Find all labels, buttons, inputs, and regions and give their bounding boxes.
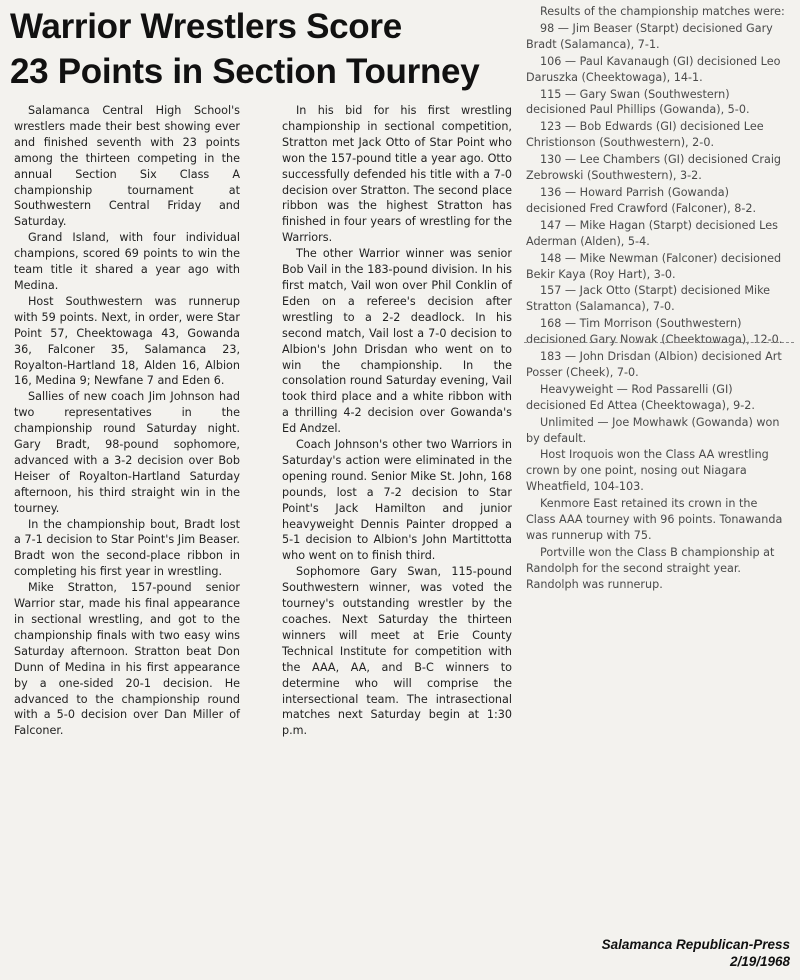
divider xyxy=(524,342,794,343)
result-item: 115 — Gary Swan (Southwestern) decisioned Paul Phillips (Gowanda), 5-0. xyxy=(526,87,750,117)
result-item: 148 — Mike Newman (Falconer) decisioned Bekir Kaya (Roy Hart), 3-0. xyxy=(526,251,782,281)
source-credit xyxy=(602,936,790,970)
paragraph: Grand Island, with four individual champions, scored 69 points to win the team title it shared a year ago with Medina. xyxy=(14,231,240,292)
paragraph: Sallies of new coach Jim Johnson had two representatives in the championship round Saturday night. Gary Bradt, 98-pound sophomore, advanced with a 3-2 decision over Bob Heiser of Royalton-Hartland Saturday afternoon, his third straight win in the tourney. xyxy=(14,390,240,515)
result-item: 147 — Mike Hagan (Starpt) decisioned Les Aderman (Alden), 5-4. xyxy=(526,218,778,248)
paragraph: Mike Stratton, 157-pound senior Warrior star, made his final appearance in sectional wrestling, and got to the championship finals with two easy wins Saturday afternoon. Stratton beat Don Dunn of Medina in his first appearance by a one-sided 20-1 decision. He advanced to the championship round with a 5-0 decision over Dan Miller of Falconer. xyxy=(14,581,240,738)
paragraph: Coach Johnson's other two Warriors in Saturday's action were eliminated in the opening round. Senior Mike St. John, 168 pounds, lost a 7-2 decision to Star Point's Jack Hamilton and junior heavyweight Dennis Painter dropped a 5-1 decision to Albion's John Martittotta who went on to finish third. xyxy=(282,438,512,563)
paragraph: The other Warrior winner was senior Bob Vail in the 183-pound division. In his first match, Vail won over Phil Conklin of Eden on a referee's decision after wrestling to a 2-2 deadlock. In his second match, Vail lost a 7-0 decision to Albion's John Drisdan who went on to win the championship. In the consolation round Saturday evening, Vail took third place and a white ribbon with a thrilling 4-2 decision over Gowanda's Ed Andzel. xyxy=(282,247,512,436)
results-intro: Results of the championship matches were: xyxy=(540,5,785,18)
result-item: 130 — Lee Chambers (GI) decisioned Craig Zebrowski (Southwestern), 3-2. xyxy=(526,153,782,183)
result-item: 168 — Tim Morrison (Southwestern) decisioned Gary Nowak (Cheektowaga), 12-0. xyxy=(526,317,783,347)
paragraph: In his bid for his first wrestling championship in sectional competition, Stratton met Jack Otto of Star Point who won the 157-pound title a year ago. Otto successfully defended his title with a 7-0 decision over Stratton. The second place ribbon was the highest Stratton has finished in four years of wrestling for the Warriors. xyxy=(282,104,512,245)
result-item: 123 — Bob Edwards (GI) decisioned Lee Christionson (Southwestern), 2-0. xyxy=(526,120,764,150)
paragraph: Salamanca Central High School's wrestlers made their best showing ever and finished seventh with 23 points among the thirteen competing in the annual Section Six Class A championship tournament at Southwestern Central Friday and Saturday. xyxy=(14,104,240,229)
headline xyxy=(10,4,530,94)
result-item: 157 — Jack Otto (Starpt) decisioned Mike Stratton (Salamanca), 7-0. xyxy=(526,284,771,314)
paragraph: Host Iroquois won the Class AA wrestling crown by one point, nosing out Niagara Wheatfield, 104-103. xyxy=(526,448,769,494)
publication-name: Salamanca Republican-Press xyxy=(601,937,790,952)
publication-date: 2/19/1968 xyxy=(729,954,790,969)
paragraph: Sophomore Gary Swan, 115-pound Southwestern winner, was voted the tourney's outstanding wrestler by the coaches. Next Saturday the thirteen winners will meet at Erie County Technical Institute for competition with the AAA, AA, and B-C winners to determine who will comprise the intersectional team. The intrasectional matches next Saturday begin at 1:30 p.m. xyxy=(282,565,512,738)
results-column xyxy=(526,4,788,593)
result-item: 183 — John Drisdan (Albion) decisioned Art Posser (Cheek), 7-0. xyxy=(526,350,782,379)
article-column-2 xyxy=(282,103,512,739)
result-item: 136 — Howard Parrish (Gowanda) decisioned Fred Crawford (Falconer), 8-2. xyxy=(526,185,757,215)
paragraph: Host Southwestern was runnerup with 59 points. Next, in order, were Star Point 57, Cheektowaga 43, Gowanda 36, Falconer 35, Salamanca 23, Royalton-Hartland 18, Alden 16, Albion 16, Medina 9; Newfane 7 and Eden 6. xyxy=(14,294,240,388)
article-column-1 xyxy=(14,103,240,739)
paragraph: Kenmore East retained its crown in the Class AAA tourney with 96 points. Tonawanda was runnerup with 75. xyxy=(526,497,783,542)
headline-line-2: 23 Points in Section Tourney xyxy=(10,52,480,91)
paragraph: In the championship bout, Bradt lost a 7-1 decision to Star Point's Jim Beaser. Bradt won the second-place ribbon in completing his first year in wrestling. xyxy=(14,517,240,579)
result-item: Heavyweight — Rod Passarelli (GI) decisioned Ed Attea (Cheektowaga), 9-2. xyxy=(526,382,755,412)
result-item: 106 — Paul Kavanaugh (GI) decisioned Leo Daruszka (Cheektowaga), 14-1. xyxy=(526,54,781,84)
result-item: Unlimited — Joe Mowhawk (Gowanda) won by default. xyxy=(526,415,780,445)
headline-line-1: Warrior Wrestlers Score xyxy=(10,7,402,46)
result-item: 98 — Jim Beaser (Starpt) decisioned Gary Bradt (Salamanca), 7-1. xyxy=(526,21,773,51)
paragraph: Portville won the Class B championship at Randolph for the second straight year. Randolph was runnerup. xyxy=(526,545,775,591)
